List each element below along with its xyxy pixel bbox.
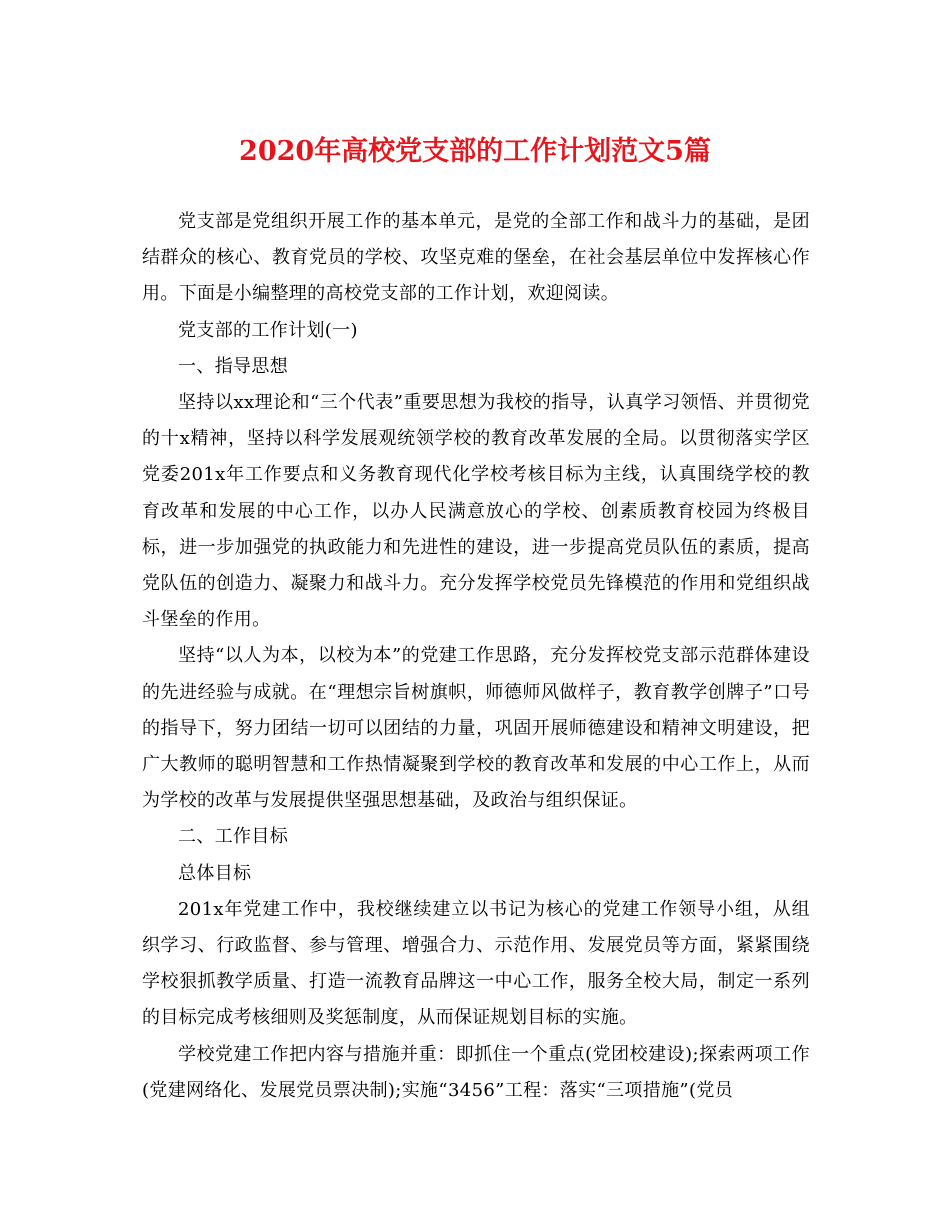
document-body [142, 204, 810, 1109]
document-title: 2020年高校党支部的工作计划范文5篇 [239, 136, 711, 167]
section-heading-guiding-thought: 一、指导思想 [178, 355, 289, 377]
guiding-thought-paragraph-1: 坚持以xx理论和“三个代表”重要思想为我校的指导，认真学习领悟、并贯彻党的十x精神，坚持以科学发展观统领学校的教育改革发展的全局。以贯彻落实学区党委201x年工作要点和义务教育现代化学校考核目标为主线，认真围绕学校的教育改革和发展的中心工作，以办人民满意放心的学校、创素质教育校园为终极目标，进一步加强党的执政能力和先进性的建设，进一步提高党员队伍的素质，提高党队伍的创造力、凝聚力和战斗力。充分发挥学校党员先锋模范的作用和党组织战斗堡垒的作用。 [142, 392, 810, 631]
overall-goal-paragraph: 201x年党建工作中，我校继续建立以书记为核心的党建工作领导小组，从组织学习、行政监督、参与管理、增强合力、示范作用、发展党员等方面，紧紧围绕学校狠抓教学质量、打造一流教育品牌这一中心工作，服务全校大局，制定一系列的目标完成考核细则及奖惩制度，从而保证规划目标的实施。 [142, 898, 810, 1029]
subheading-overall-goal: 总体目标 [178, 862, 252, 884]
intro-paragraph: 党支部是党组织开展工作的基本单元，是党的全部工作和战斗力的基础，是团结群众的核心、教育党员的学校、攻坚克难的堡垒，在社会基层单位中发挥核心作用。下面是小编整理的高校党支部的工作计划，欢迎阅读。 [142, 211, 810, 305]
measures-paragraph: 学校党建工作把内容与措施并重：即抓住一个重点(党团校建设);探索两项工作(党建网络化、发展党员票决制);实施“3456”工程：落实“三项措施”(党员 [142, 1043, 810, 1101]
section-heading-plan-one: 党支部的工作计划(一) [178, 319, 358, 341]
guiding-thought-paragraph-2: 坚持“以人为本，以校为本”的党建工作思路，充分发挥校党支部示范群体建设的先进经验与成就。在“理想宗旨树旗帜，师德师风做样子，教育教学创牌子”口号的指导下，努力团结一切可以团结的力量，巩固开展师德建设和精神文明建设，把广大教师的聪明智慧和工作热情凝聚到学校的教育改革和发展的中心工作上，从而为学校的改革与发展提供坚强思想基础，及政治与组织保证。 [142, 645, 810, 812]
section-heading-work-goals: 二、工作目标 [178, 826, 289, 848]
